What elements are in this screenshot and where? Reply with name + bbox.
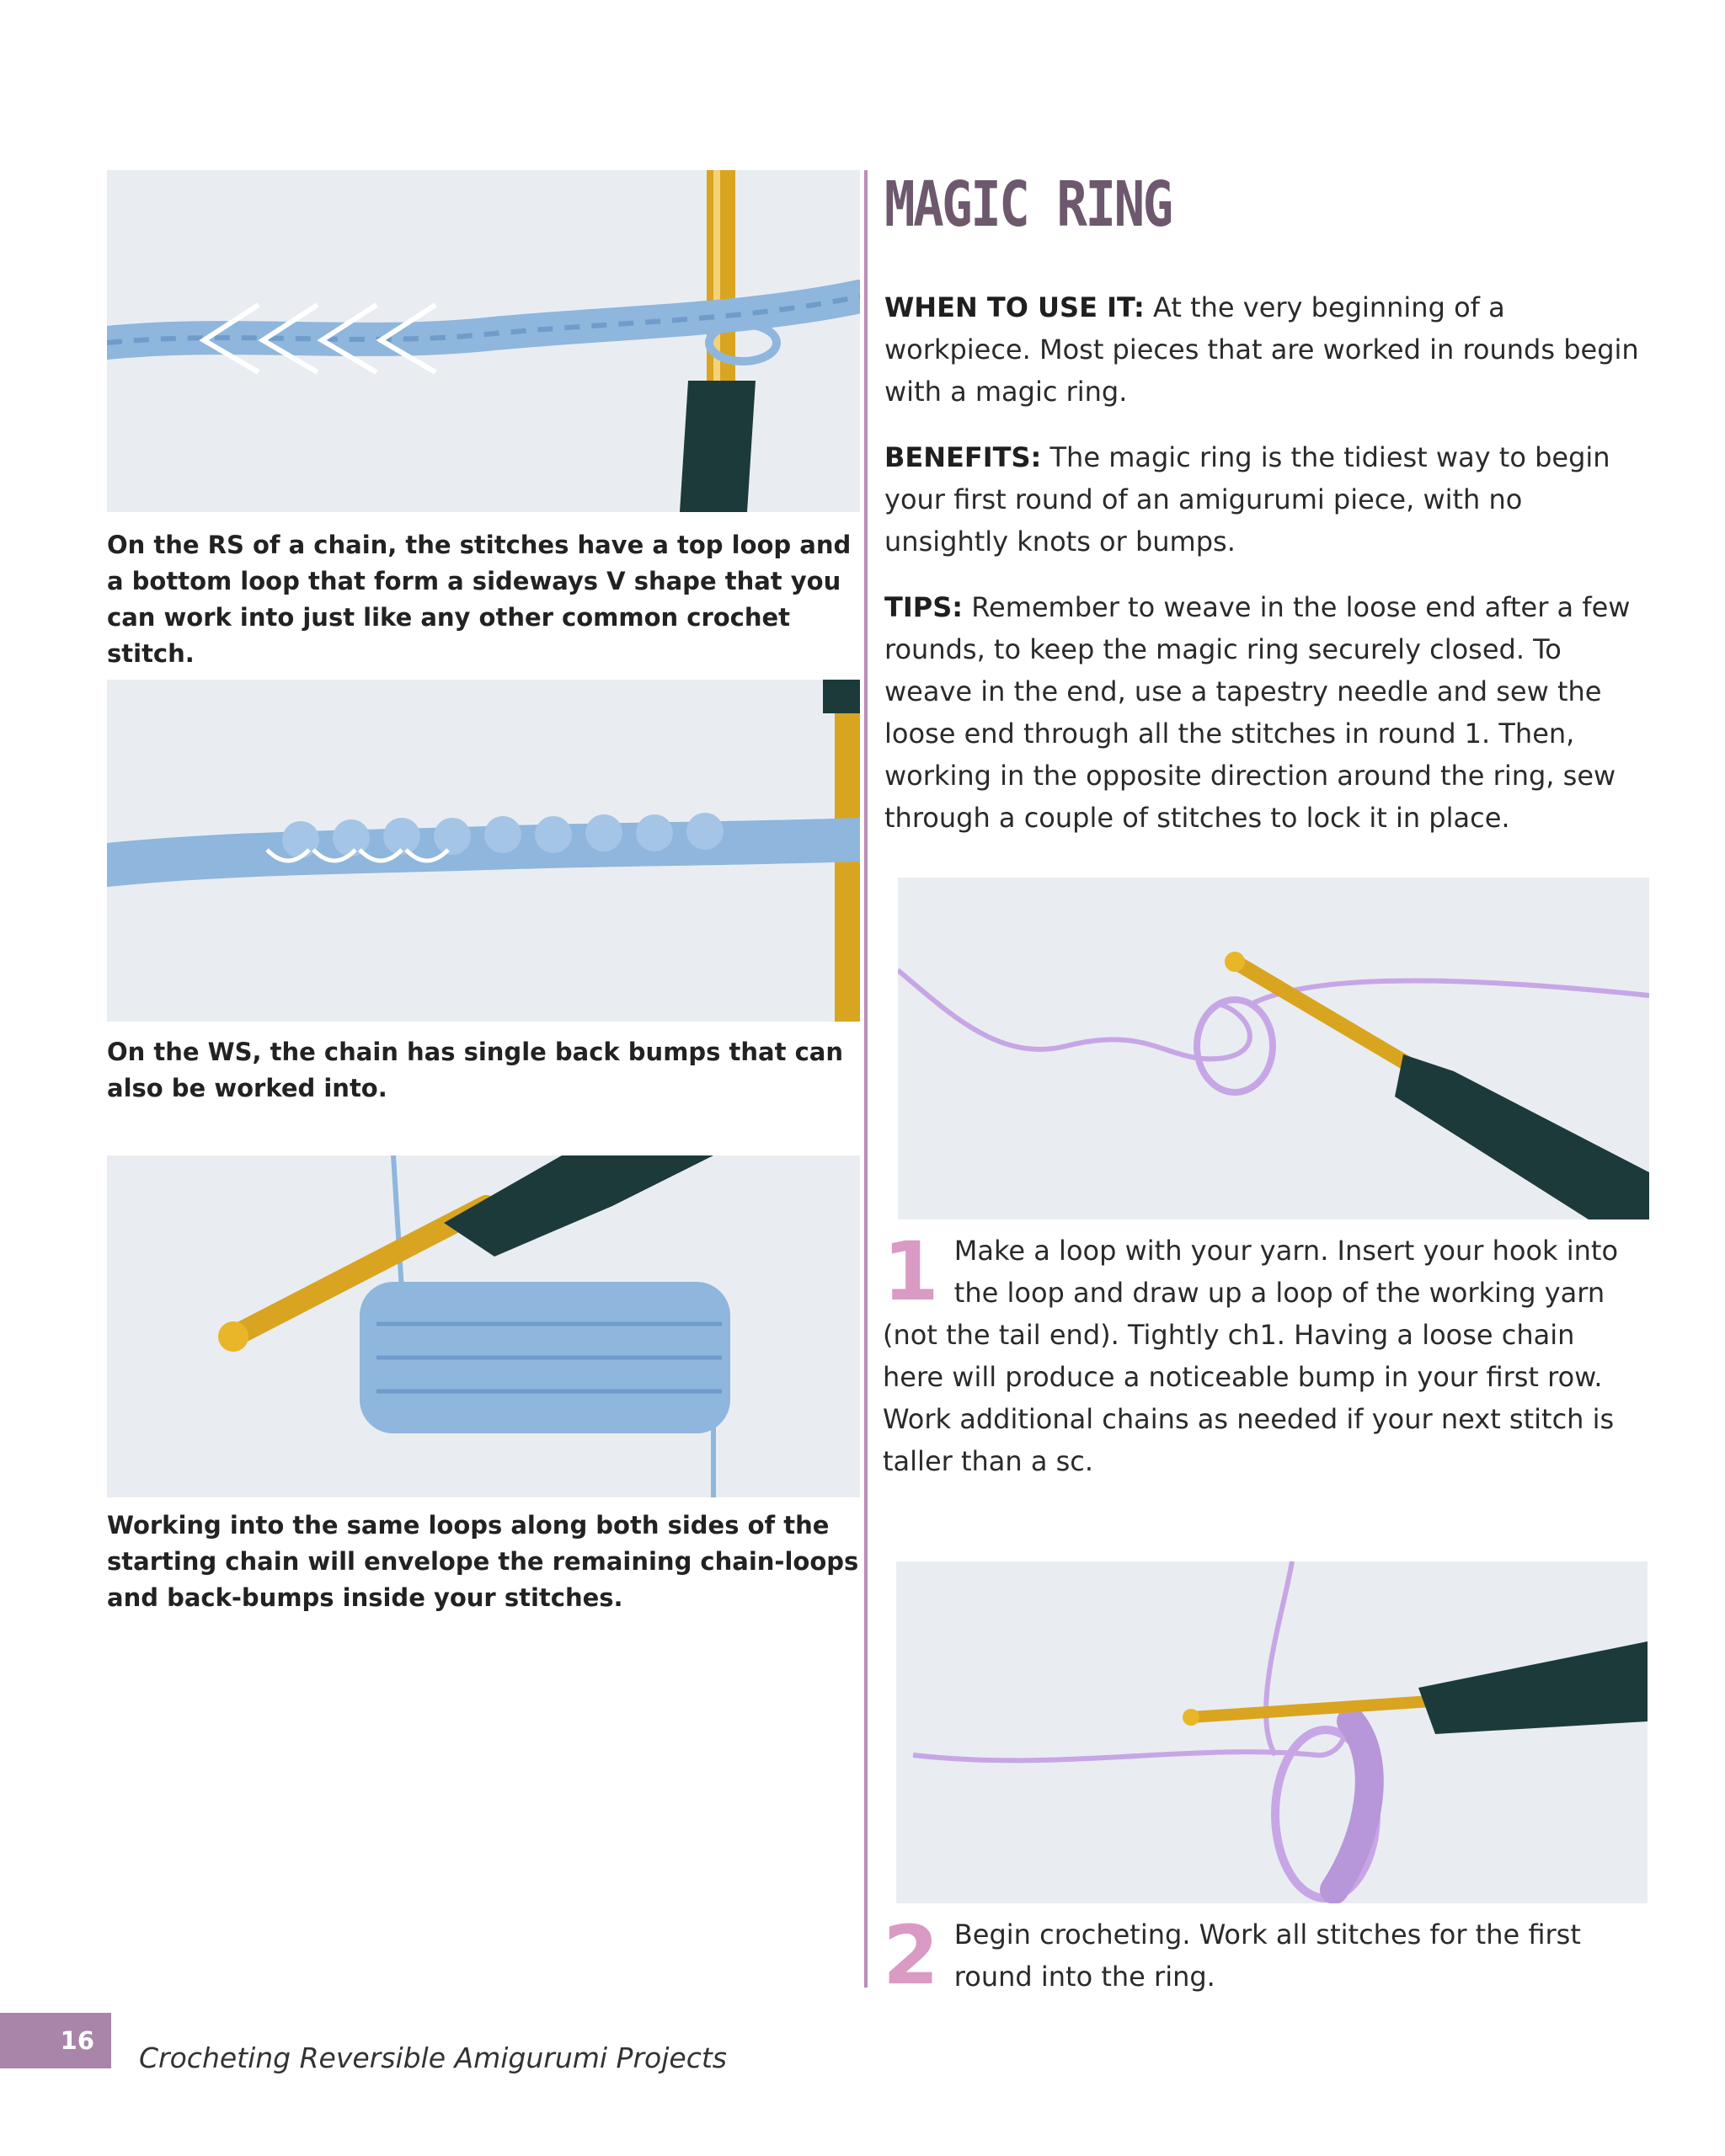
page-number-tab [0, 2013, 111, 2068]
photo-step-2 [896, 1561, 1648, 1903]
column-divider [864, 170, 868, 1988]
page-number: 16 [60, 2026, 94, 2055]
tips-text: Remember to weave in the loose end after a few rounds, to keep the magic ring securely closed. To weave in the end, use a tapestry needle and sew the loose end through all the stitches in round 1. Then, working in the opposite direction around the ring, sew through a couple of stitches to lock it in place. [884, 591, 1631, 834]
photo-chain-right-side [107, 170, 860, 512]
step-2 [883, 1908, 1641, 2003]
photo-step-1 [898, 878, 1649, 1219]
caption-chain-ws: On the WS, the chain has single back bumps that can also be worked into. [107, 1038, 843, 1102]
section-title: MAGIC RING [884, 168, 1172, 241]
benefits-label: BENEFITS: [884, 441, 1042, 473]
when-text: At the very beginning of a workpiece. Most pieces that are worked in rounds begin with a magic ring. [884, 291, 1639, 408]
when-label: WHEN TO USE IT: [884, 291, 1145, 323]
step-text-1: Make a loop with your yarn. Insert your hook into the loop and draw up a loop of the working yarn (not the tail end). Tightly ch1. Having a loose chain here will produce a noticeable bump in your first row. Work additional chains as needed if your next stitch is taller than a sc. [883, 1235, 1619, 1477]
tips-label: TIPS: [884, 591, 964, 623]
step-number-1: 1 [883, 1225, 939, 1319]
step-1 [883, 1225, 1641, 1482]
photo-chain-wrong-side [107, 680, 860, 1022]
tips-paragraph [884, 586, 1642, 839]
benefits-paragraph [884, 436, 1642, 563]
benefits-text: The magic ring is the tidiest way to begin your first round of an amigurumi piece, with no unsightly knots or bumps. [884, 441, 1610, 558]
when-to-use-paragraph [884, 286, 1642, 413]
book-title: Crocheting Reversible Amigurumi Projects [139, 2041, 727, 2074]
step-number-2: 2 [883, 1908, 939, 2003]
step-text-2: Begin crocheting. Work all stitches for the first round into the ring. [953, 1919, 1581, 1993]
photo-working-both-sides [107, 1155, 860, 1497]
caption-chain-rs: On the RS of a chain, the stitches have a top loop and a bottom loop that form a sideways V shape that you can work into just like any other common crochet stitch. [107, 531, 852, 668]
caption-both-sides: Working into the same loops along both sides of the starting chain will envelope the remaining chain-loops and back-bumps inside your stitches. [107, 1511, 859, 1612]
